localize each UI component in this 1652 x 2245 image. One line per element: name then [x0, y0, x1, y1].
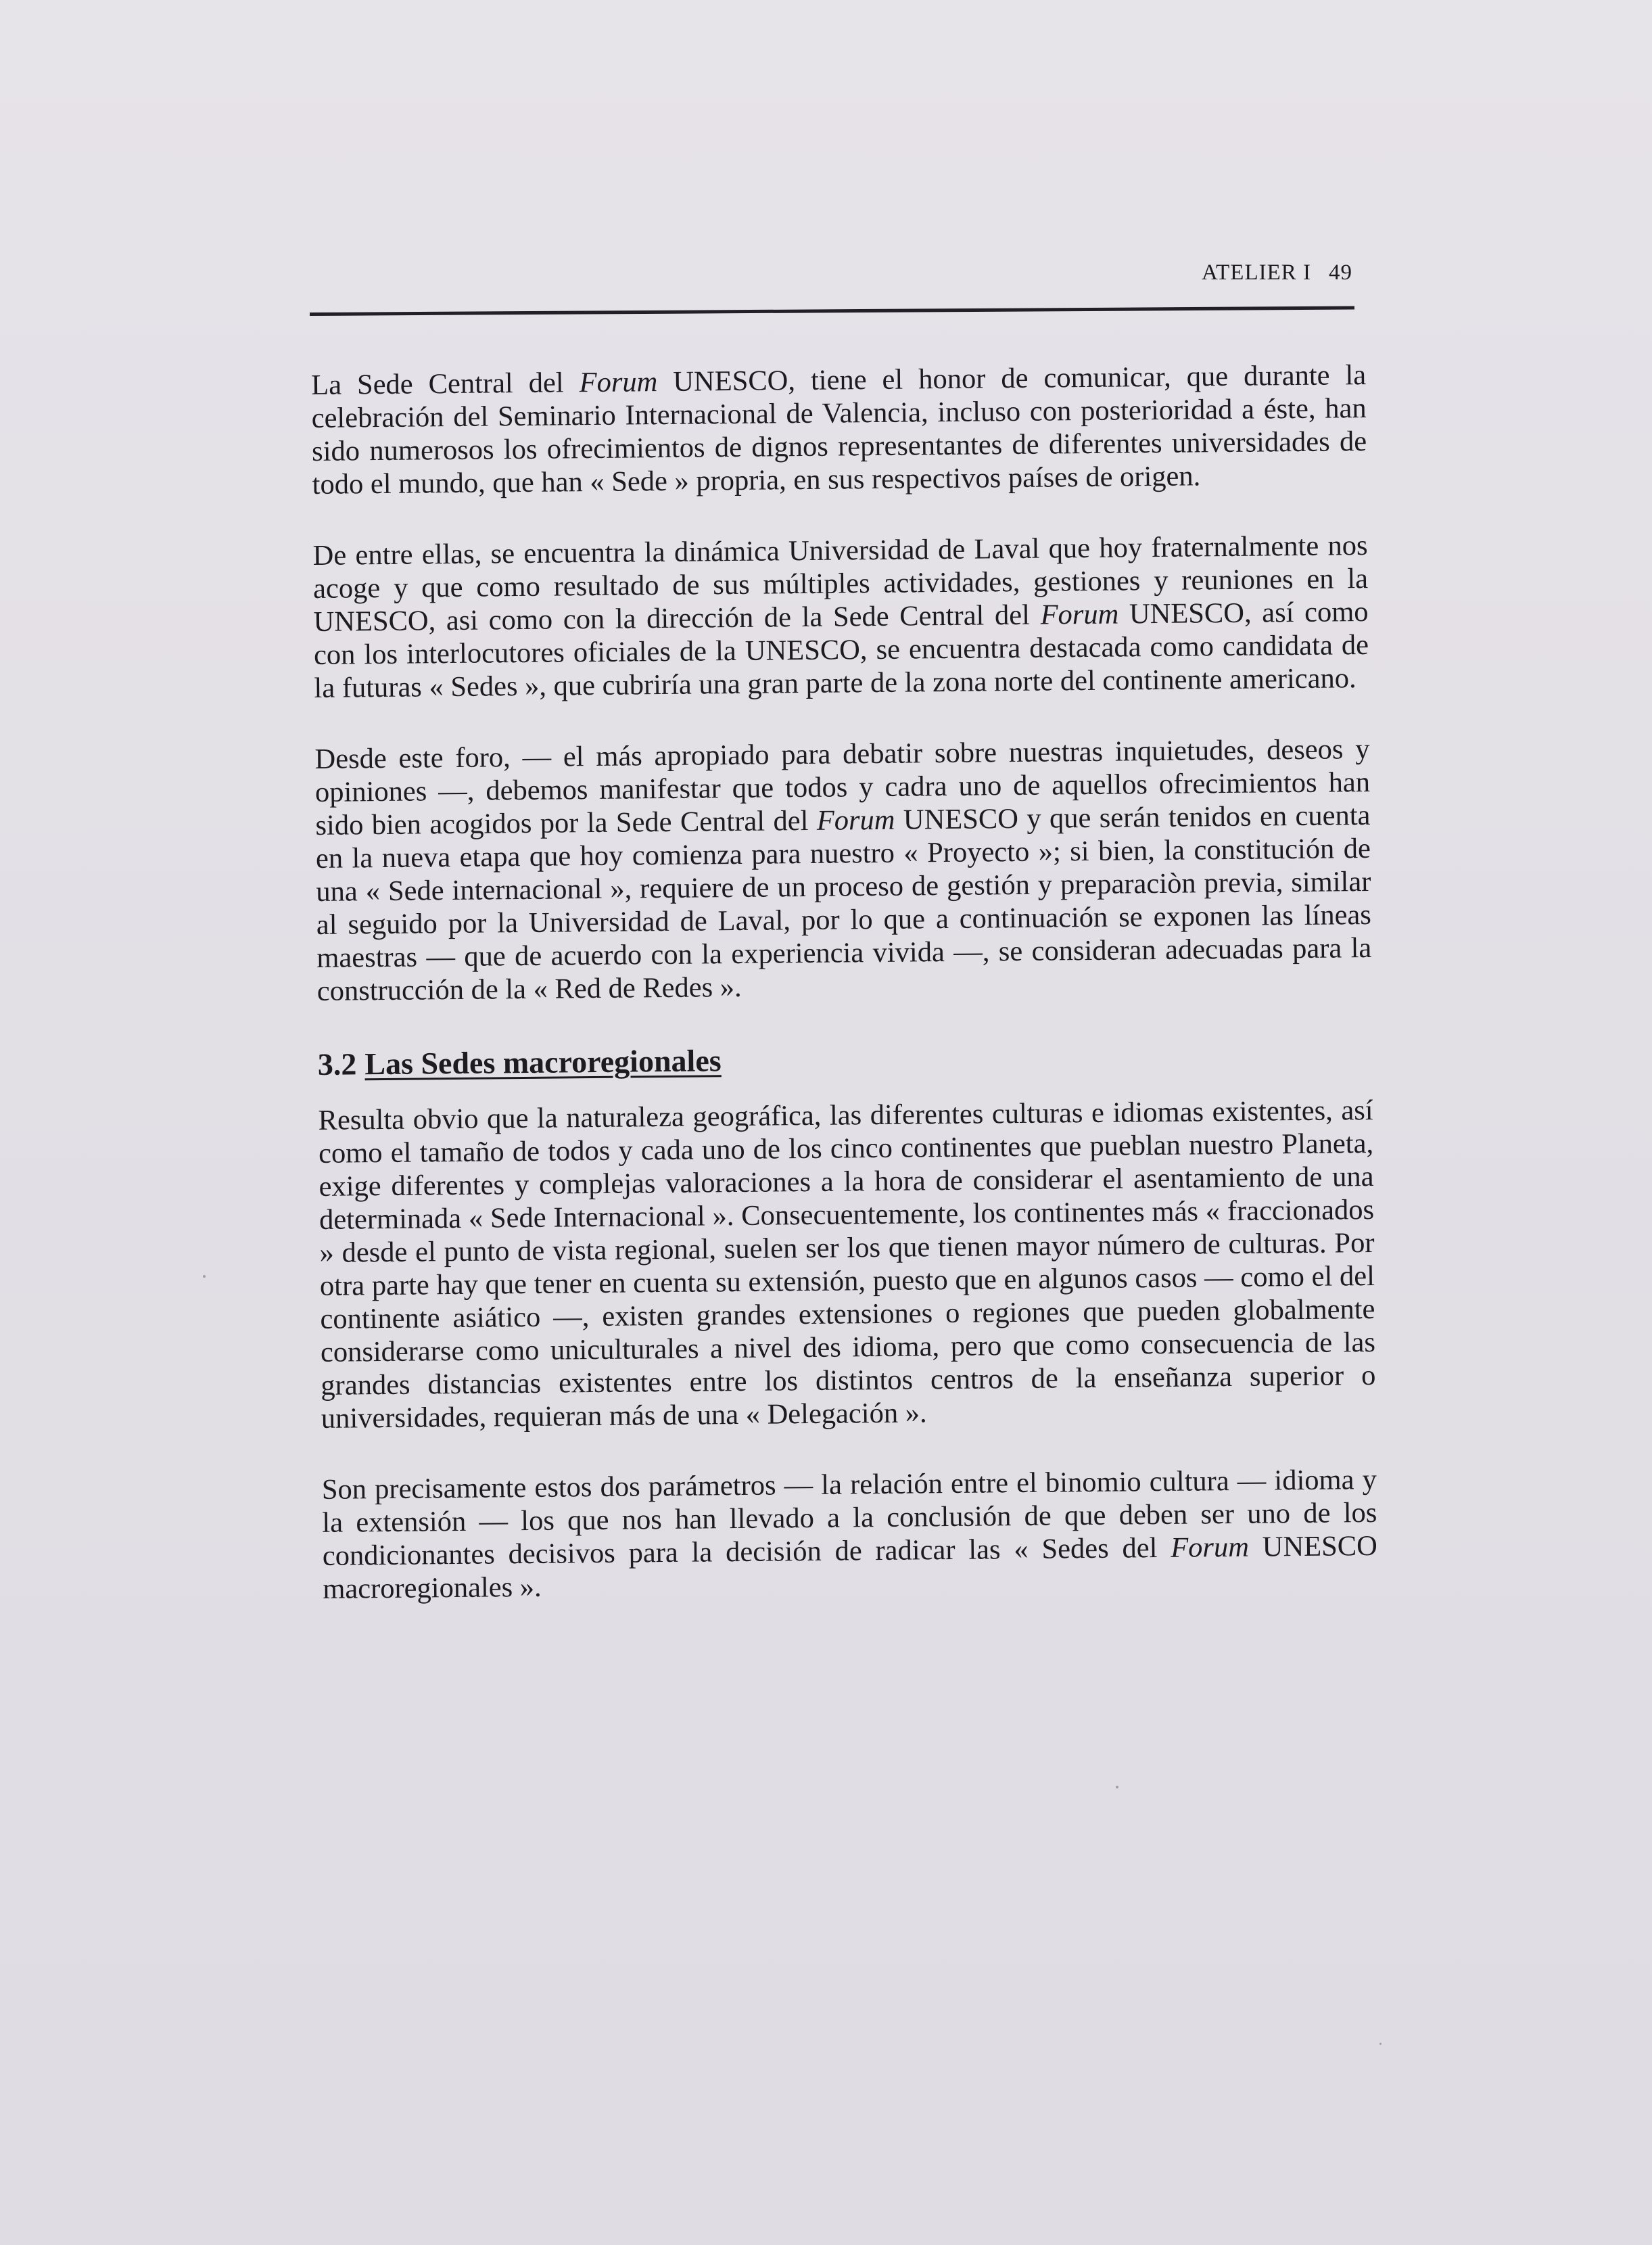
text-run: Son precisamente estos dos parámetros — la relación entre el binomio cultura — idioma y la extensión — los que nos han llevado a la conclusión de que deben ser uno de los condicionantes decisivos para la decisión de radicar las « Sedes del — [321, 1463, 1377, 1572]
body-paragraph — [318, 1094, 1376, 1435]
body-paragraph — [314, 733, 1372, 1008]
page-body — [311, 358, 1378, 1644]
running-head — [1202, 260, 1352, 285]
page-number: 49 — [1329, 260, 1352, 285]
italic-text: Forum — [1040, 598, 1119, 631]
section-title: Las Sedes macroregionales — [364, 1043, 722, 1082]
body-paragraph — [311, 358, 1367, 501]
text-run: UNESCO, tiene el honor de comunicar, que durante la celebración del Seminario Internacional de Valencia, incluso con posterioridad a éste, han sido numerosos los ofrecimientos de dignos representantes de diferentes universidades de todo el mundo, que han « Sede » propria, en sus respectivos países de origen. — [311, 359, 1367, 501]
italic-text: Forum — [816, 804, 895, 837]
body-paragraph — [322, 1463, 1378, 1606]
text-run: Desde este foro, — el más apropiado para debatir sobre nuestras inquietudes, deseos y opiniones —, debemos manifestar que todos y cadra uno de aquellos ofrecimientos han sido bien acogidos por la Sede Central del — [314, 733, 1371, 841]
italic-text: Forum — [579, 366, 658, 399]
intro-paragraphs — [311, 358, 1372, 1008]
scan-speck — [1116, 1786, 1118, 1788]
text-run: La Sede Central del — [311, 367, 580, 401]
text-run: De entre ellas, se encuentra la dinámica Universidad de Laval que hoy fraternalmente nos acoge y que como resultado de sus múltiples actividades, gestiones y reuniones en la UNESCO, asi como con la dirección de la Sede Central del — [312, 530, 1369, 638]
section-heading — [318, 1036, 1373, 1084]
scan-speck — [203, 1275, 206, 1278]
text-run: UNESCO, así como con los interlocutores oficiales de la UNESCO, se encuentra destacada como candidata de la futuras « Sedes », que cubriría una gran parte de la zona norte del continente americano. — [313, 596, 1369, 704]
scan-speck — [1379, 2043, 1382, 2045]
section-paragraphs — [318, 1094, 1377, 1606]
page-header — [308, 260, 1352, 301]
text-run: UNESCO y que serán tenidos en cuenta en la nueva etapa que hoy comienza para nuestro « Proyecto »; si bien, la constitución de una « Sede internacional », requiere de un proceso de gestión y preparaciòn previa, similar al seguido por la Universidad de Laval, por lo que a continuación se exponen las líneas maestras — que de acuerdo con la experiencia vivida —, se consideran adecuadas para la construcción de la « Red de Redes ». — [315, 799, 1372, 1007]
italic-text: Forum — [1170, 1531, 1250, 1564]
text-run: Resulta obvio que la naturaleza geográfica, las diferentes culturas e idiomas existentes, así como el tamaño de todos y cada uno de los cinco continentes que pueblan nuestro Planeta, exige diferentes y complejas valoraciones a la hora de considerar el asentamiento de una determinada « Sede Internacional ». Consecuentemente, los continentes más « fraccionados » desde el punto de vista regional, suelen ser los que tienen mayor número de culturas. Por otra parte hay que tener en cuenta su extensión, puesto que en algunos casos — como el del continente asiático —, existen grandes extensiones o regiones que pueden globalmente considerarse como uniculturales a nivel des idioma, pero que como consecuencia de las grandes distancias existentes entre los distintos centros de la enseñanza superior o universidades, requieran más de una « Delegación ». — [318, 1094, 1376, 1435]
section-number: 3.2 — [317, 1046, 357, 1082]
text-run: UNESCO macroregionales ». — [323, 1529, 1378, 1605]
running-head-section: ATELIER I — [1201, 260, 1311, 285]
body-paragraph — [312, 529, 1369, 705]
